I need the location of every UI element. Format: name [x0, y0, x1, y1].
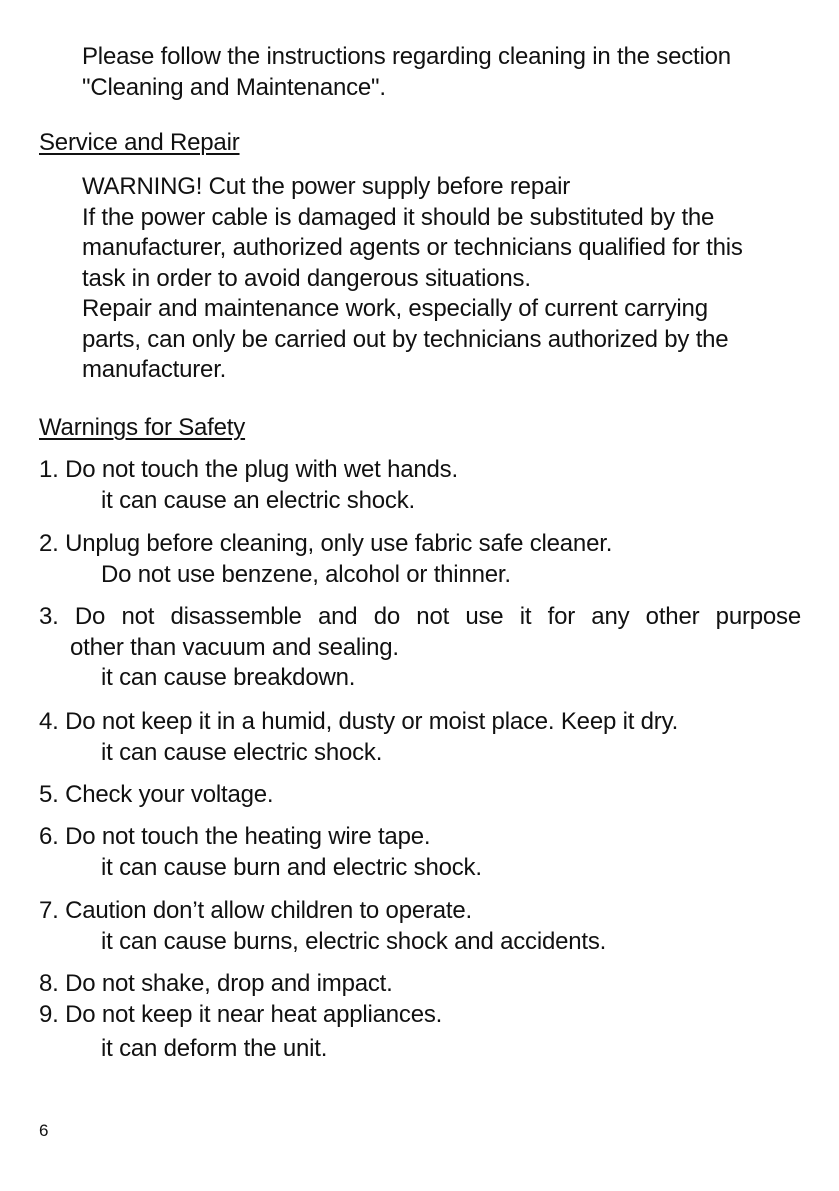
item-note: it can cause burn and electric shock. [101, 853, 482, 881]
item-text: 8. Do not shake, drop and impact. [39, 970, 393, 997]
service-line: manufacturer. [82, 356, 227, 383]
list-item [39, 529, 801, 590]
item-text: 9. Do not keep it near heat appliances. [39, 1001, 443, 1028]
item-text: 2. Unplug before cleaning, only use fabric safe cleaner. [39, 530, 613, 557]
list-item [39, 1000, 801, 1064]
service-repair-heading: Service and Repair [39, 129, 240, 156]
item-text-continued: other than vacuum and sealing. [70, 633, 399, 661]
list-item [39, 707, 801, 768]
service-line: parts, can only be carried out by technicians authorized by the [82, 325, 729, 353]
safety-warnings-heading: Warnings for Safety [39, 414, 246, 441]
service-line: If the power cable is damaged it should be substituted by the [82, 203, 715, 231]
service-line: Repair and maintenance work, especially of current carrying [82, 295, 708, 322]
list-item [39, 969, 801, 1000]
item-text: 1. Do not touch the plug with wet hands. [39, 456, 458, 483]
list-item [39, 822, 801, 883]
item-text: 6. Do not touch the heating wire tape. [39, 823, 431, 850]
item-note: it can cause breakdown. [101, 664, 356, 691]
warning-label: WARNING! [82, 173, 203, 200]
item-note: it can deform the unit. [101, 1034, 328, 1062]
intro-line: "Cleaning and Maintenance". [82, 73, 386, 101]
item-text: 5. Check your voltage. [39, 781, 274, 808]
service-repair-section [82, 172, 812, 386]
warning-text: Cut the power supply before repair [202, 173, 571, 200]
cleaning-reference-paragraph [82, 42, 812, 103]
intro-line: Please follow the instructions regarding cleaning in the section [82, 43, 731, 70]
item-note: it can cause an electric shock. [101, 486, 415, 514]
item-note: it can cause burns, electric shock and accidents. [101, 927, 607, 955]
list-item [39, 455, 801, 516]
list-item [39, 602, 801, 694]
item-text: 7. Caution don’t allow children to operate. [39, 897, 473, 924]
list-item [39, 896, 801, 957]
warning-line [82, 172, 812, 203]
service-line: manufacturer, authorized agents or technicians qualified for this [82, 234, 743, 261]
item-note: Do not use benzene, alcohol or thinner. [101, 560, 511, 588]
item-note: it can cause electric shock. [101, 738, 383, 766]
item-text: 3. Do not disassemble and do not use it for any other purpose [39, 603, 801, 630]
service-line: task in order to avoid dangerous situations. [82, 264, 531, 292]
item-text: 4. Do not keep it in a humid, dusty or moist place. Keep it dry. [39, 708, 679, 735]
list-item [39, 780, 801, 811]
page-number: 6 [39, 1121, 49, 1140]
